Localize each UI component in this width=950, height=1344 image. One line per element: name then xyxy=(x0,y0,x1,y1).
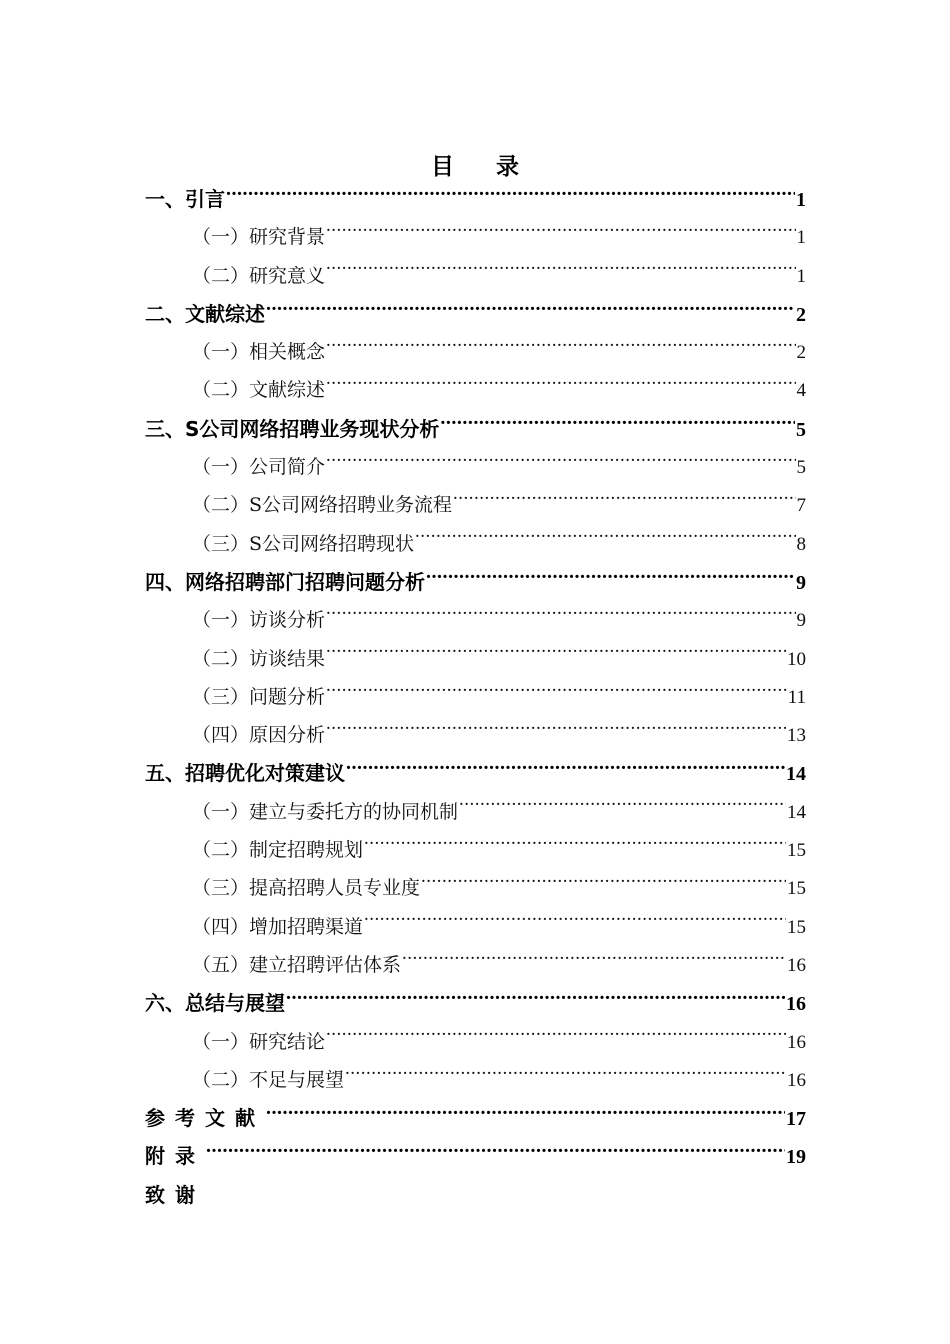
toc-entry-label: 四、网络招聘部门招聘问题分析 xyxy=(145,569,425,594)
dot-leader xyxy=(364,837,786,856)
toc-page-number: 16 xyxy=(787,1031,806,1053)
toc-entry-3-3[interactable] xyxy=(145,525,806,563)
toc-entry-label: （三）S公司网络招聘现状 xyxy=(192,532,415,555)
toc-title-part1: 目 xyxy=(431,154,454,180)
dot-leader xyxy=(453,492,795,511)
toc-entry-label: （一）相关概念 xyxy=(192,341,326,364)
dot-leader xyxy=(459,799,786,818)
toc-entry-problem-analysis[interactable] xyxy=(145,563,806,601)
toc-page-number: 1 xyxy=(796,265,806,287)
toc-page-number: 19 xyxy=(786,1146,806,1169)
toc-entry-suggestions[interactable] xyxy=(145,754,806,792)
toc-page-number: 16 xyxy=(787,954,806,976)
dot-leader xyxy=(326,454,795,473)
toc-entry-label: 参考文献 xyxy=(145,1106,265,1131)
toc-entry-label: （二）研究意义 xyxy=(192,264,326,287)
toc-page-number: 16 xyxy=(787,1069,806,1091)
toc-entry-label: （二）文献综述 xyxy=(192,379,326,402)
dot-leader xyxy=(326,684,787,703)
dot-leader xyxy=(402,952,786,971)
toc-page-number: 2 xyxy=(796,342,806,364)
toc-entry-label: 三、S公司网络招聘业务现状分析 xyxy=(145,416,440,441)
toc-entry-label: （五）建立招聘评估体系 xyxy=(192,953,402,976)
toc-entry-intro[interactable] xyxy=(145,180,806,218)
dot-leader xyxy=(326,339,795,358)
toc-page-number: 2 xyxy=(796,303,806,326)
toc-entry-references[interactable] xyxy=(145,1099,806,1137)
toc-page-number: 1 xyxy=(796,189,806,211)
toc-page-number: 4 xyxy=(796,380,806,402)
toc-entry-label: （四）增加招聘渠道 xyxy=(192,915,364,938)
toc-page-number: 13 xyxy=(787,725,806,747)
toc-entry-literature[interactable] xyxy=(145,295,806,333)
toc-entry-2-1[interactable] xyxy=(145,333,806,371)
toc-page-number: 11 xyxy=(787,686,806,708)
toc-entry-5-2[interactable] xyxy=(145,831,806,869)
toc-entry-4-3[interactable] xyxy=(145,678,806,716)
dot-leader xyxy=(415,531,795,550)
toc-page-number: 15 xyxy=(787,916,806,938)
toc-entry-label: 六、总结与展望 xyxy=(145,991,285,1016)
toc-entry-1-2[interactable] xyxy=(145,257,806,295)
dot-leader xyxy=(266,1105,785,1125)
dot-leader xyxy=(326,263,795,282)
toc-page-number: 5 xyxy=(796,418,806,441)
toc-entry-label: （一）研究结论 xyxy=(192,1030,326,1053)
toc-entry-3-2[interactable] xyxy=(145,486,806,524)
toc-page-number: 14 xyxy=(786,763,806,786)
toc-page-number: 9 xyxy=(796,571,806,594)
toc-entry-2-2[interactable] xyxy=(145,371,806,409)
dot-leader xyxy=(345,1067,786,1086)
dot-leader xyxy=(226,186,795,206)
dot-leader xyxy=(326,607,795,626)
toc-entry-label: 二、文献综述 xyxy=(145,301,265,326)
toc-entry-label: （三）问题分析 xyxy=(192,685,326,708)
toc-title xyxy=(0,148,950,181)
toc-entry-label: （二）不足与展望 xyxy=(192,1068,345,1091)
toc-entry-5-1[interactable] xyxy=(145,793,806,831)
toc-page-number: 7 xyxy=(796,495,806,517)
toc-entry-5-4[interactable] xyxy=(145,908,806,946)
dot-leader xyxy=(266,301,795,321)
toc-entry-1-1[interactable] xyxy=(145,218,806,256)
dot-leader xyxy=(206,1143,785,1163)
dot-leader xyxy=(286,990,785,1010)
toc-entry-status-analysis[interactable] xyxy=(145,410,806,448)
toc-page-number: 8 xyxy=(796,533,806,555)
toc-entry-6-1[interactable] xyxy=(145,1023,806,1061)
dot-leader xyxy=(426,569,795,589)
toc-page-number: 16 xyxy=(786,993,806,1016)
toc-entry-label: （一）访谈分析 xyxy=(192,609,326,632)
toc-entry-acknowledgements[interactable] xyxy=(145,1176,806,1214)
toc-entry-4-1[interactable] xyxy=(145,601,806,639)
toc-entry-label: （二）S公司网络招聘业务流程 xyxy=(192,494,453,517)
toc-entry-3-1[interactable] xyxy=(145,448,806,486)
toc-page-number: 17 xyxy=(786,1108,806,1131)
toc-entry-label: 一、引言 xyxy=(145,187,225,211)
toc-page-number: 15 xyxy=(787,840,806,862)
toc-entry-label: （二）制定招聘规划 xyxy=(192,839,364,862)
dot-leader xyxy=(421,875,786,894)
toc-entry-label: （一）建立与委托方的协同机制 xyxy=(192,800,459,823)
toc-list xyxy=(145,180,806,1214)
toc-entry-label: （四）原因分析 xyxy=(192,724,326,747)
toc-entry-appendix[interactable] xyxy=(145,1137,806,1175)
dot-leader xyxy=(326,224,795,243)
toc-entry-label: 附录 xyxy=(145,1144,205,1169)
dot-leader xyxy=(326,722,786,741)
toc-entry-label: （一）研究背景 xyxy=(192,226,326,249)
toc-entry-label: （一）公司简介 xyxy=(192,456,326,479)
toc-entry-label: 五、招聘优化对策建议 xyxy=(145,761,345,786)
toc-entry-label: 致谢 xyxy=(145,1182,205,1207)
dot-leader xyxy=(326,377,795,396)
toc-entry-label: （二）访谈结果 xyxy=(192,647,326,670)
toc-entry-5-5[interactable] xyxy=(145,946,806,984)
toc-page-number: 5 xyxy=(796,457,806,479)
toc-entry-conclusion[interactable] xyxy=(145,984,806,1022)
toc-title-part2: 录 xyxy=(496,154,519,180)
dot-leader xyxy=(346,760,785,780)
toc-page-number: 9 xyxy=(796,610,806,632)
dot-leader xyxy=(326,646,786,665)
toc-entry-4-4[interactable] xyxy=(145,716,806,754)
toc-page-number: 1 xyxy=(796,227,806,249)
dot-leader xyxy=(440,416,795,436)
toc-page-number: 10 xyxy=(787,648,806,670)
toc-entry-4-2[interactable] xyxy=(145,640,806,678)
toc-page-number: 15 xyxy=(787,878,806,900)
toc-entry-label: （三）提高招聘人员专业度 xyxy=(192,877,421,900)
toc-entry-5-3[interactable] xyxy=(145,869,806,907)
dot-leader xyxy=(326,1029,786,1048)
toc-page-number: 14 xyxy=(787,801,806,823)
dot-leader xyxy=(364,914,786,933)
toc-entry-6-2[interactable] xyxy=(145,1061,806,1099)
